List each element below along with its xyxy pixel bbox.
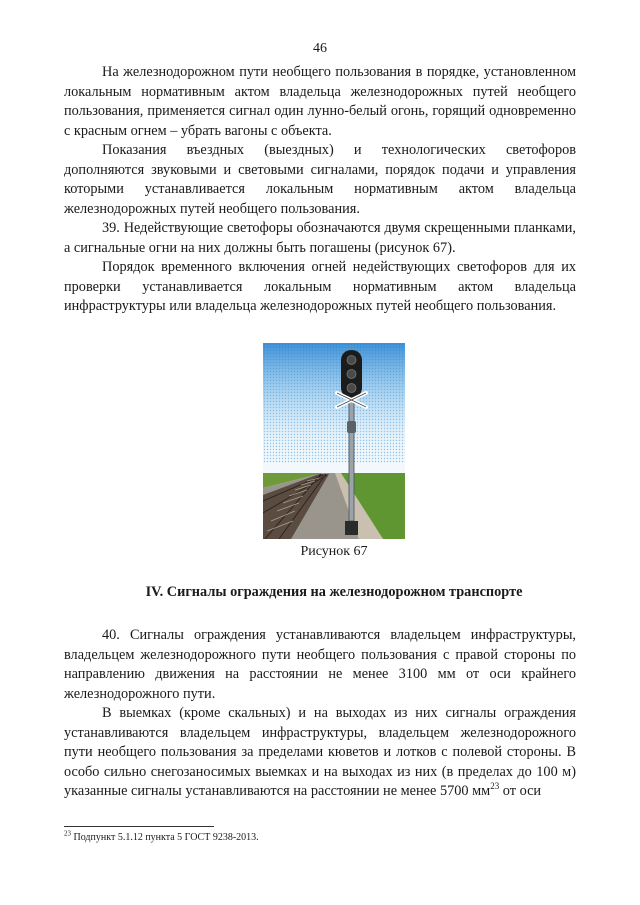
paragraph-text-tail: от оси <box>499 783 542 799</box>
paragraph-text: В выемках (кроме скальных) и на выходах из них сигналы ограждения устанавливаются владельцем инфраструктуры, владельцем железнодорожного пути необщего пользования за пределами кюветов и лотков с полевой стороны. В особо сильно снегозаносимых выемках и на выходах из них (в пределах до 100 м) указанные сигналы устанавливаются на расстоянии не менее 5700 мм <box>64 705 576 799</box>
section-heading: IV. Сигналы ограждения на железнодорожном транспорте <box>145 584 523 600</box>
signal-lamp <box>347 356 356 365</box>
page-number: 46 <box>313 41 327 56</box>
inactive-signal-drawing <box>263 343 405 539</box>
signal-lamp <box>347 384 356 393</box>
paragraph: На железнодорожном пути необщего пользования в порядке, установленном локальным нормативным актом владельца железнодорожных путей необщего пользования, применяется сигнал один лунно-белый огонь, горящий одновременно с красным огнем – убрать вагоны с объекта. <box>64 64 576 139</box>
footnote <box>64 829 259 843</box>
signal-base <box>345 521 358 535</box>
signal-mast <box>349 401 354 521</box>
figure-caption: Рисунок 67 <box>300 544 368 559</box>
paragraph: Порядок временного включения огней недействующих светофоров для их проверки устанавливается локальным нормативным актом владельца инфраструктуры или владельца железнодорожных путей необщего пользования. <box>64 259 576 314</box>
paragraph: 40. Сигналы ограждения устанавливаются владельцем инфраструктуры, владельцем железнодорожного пути необщего пользования с правой стороны по направлению движения на расстоянии не менее 3100 мм от оси крайнего железнодорожного пути. <box>64 627 576 702</box>
footnote-text: Подпункт 5.1.12 пункта 5 ГОСТ 9238-2013. <box>71 832 259 843</box>
footnote-reference: 23 <box>490 781 500 792</box>
body-text-bottom <box>64 626 576 802</box>
paragraph <box>64 704 576 802</box>
paragraph: Показания въездных (выездных) и технологических светофоров дополняются звуковыми и световыми сигналами, порядок подачи и управления которыми устанавливается локальным нормативным актом владельца железнодорожных путей необщего пользования. <box>64 142 576 217</box>
paragraph: 39. Недействующие светофоры обозначаются двумя скрещенными планками, а сигнальные огни на них должны быть погашены (рисунок 67). <box>64 220 576 256</box>
signal-lamp <box>347 370 356 379</box>
footnote-number: 23 <box>64 829 71 838</box>
figure-inactive-signal-illustration <box>263 343 405 539</box>
footnote-separator <box>64 826 214 827</box>
body-text-top <box>64 63 576 317</box>
